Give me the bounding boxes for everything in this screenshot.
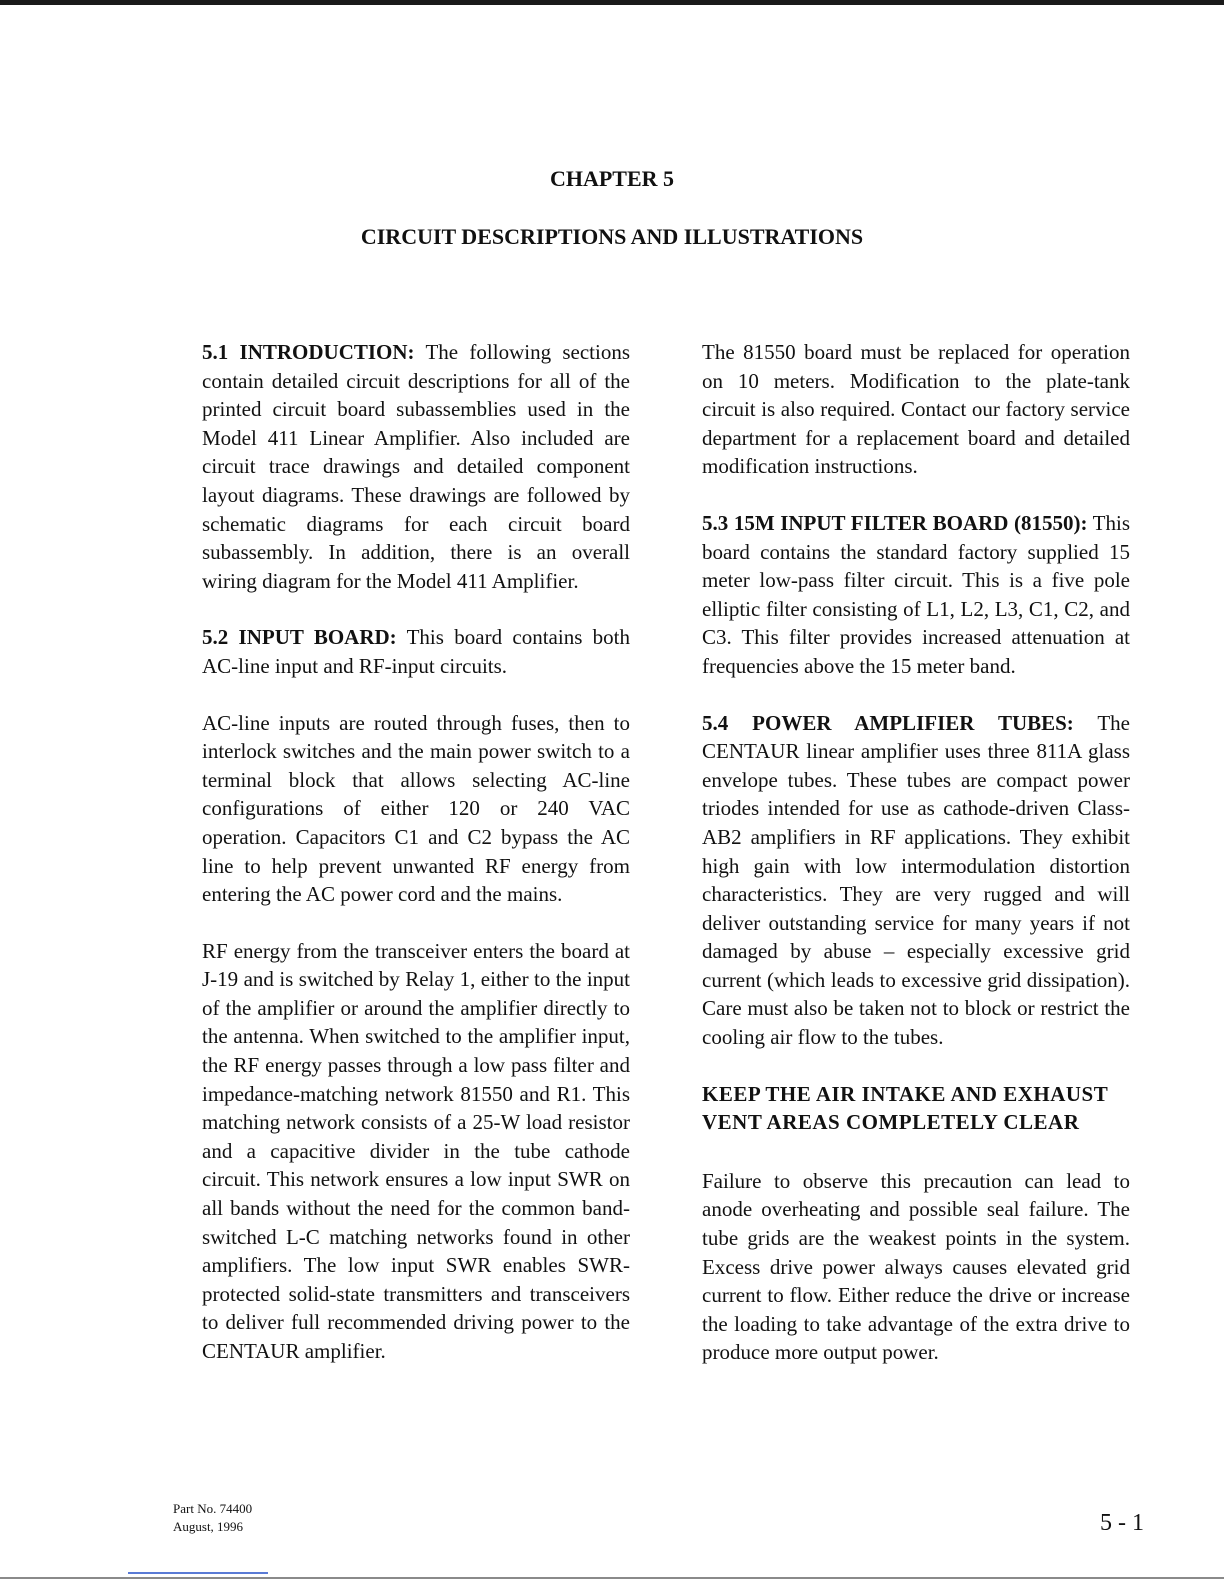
top-rule (0, 0, 1224, 5)
section-5-2 (202, 623, 630, 680)
chapter-number: CHAPTER 5 (549, 166, 675, 191)
section-5-2-para-3: RF energy from the transceiver enters the board at J-19 and is switched by Relay 1, either to the input of the amplifier or around the amplifier directly to the antenna. When switched to the amplifier input, the RF energy passes through a low pass filter and impedance-matching network 81550 and R1. This matching network consists of a 25-W load resistor and a capacitive divider in the tube cathode circuit. This network ensures a low input SWR on all bands without the need for the common band-switched L-C matching networks found in other amplifiers. The low input SWR enables SWR-protected solid-state transmitters and transceivers to deliver full recommended driving power to the CENTAUR amplifier. (202, 938, 630, 1363)
section-5-1 (202, 338, 630, 595)
footer-info (173, 1500, 252, 1536)
section-5-1-text: The following sections contain detailed circuit descriptions for all of the printed circuit board subassemblies used in the Model 411 Linear Amplifier. Also included are circuit trace drawings and detailed component layout diagrams. These drawings are followed by schematic diagrams for each circuit board subassembly. In addition, there is an overall wiring diagram for the Model 411 Amplifier. (202, 340, 631, 593)
section-5-3-text: This board contains the standard factory supplied 15 meter low-pass filter circuit. This is a five pole elliptic filter consisting of L1, L2, L3, C1, C2, and C3. This filter provides increased attenuation at frequencies above the 15 meter band. (702, 510, 1131, 678)
section-5-3 (702, 509, 1130, 681)
page-number: 5 - 1 (1100, 1510, 1144, 1536)
part-number: Part No. 74400 (173, 1501, 253, 1516)
right-intro-paragraph: The 81550 board must be replaced for operation on 10 meters. Modification to the plate-tank circuit is also required. Contact our factory service department for a replacement board and detailed modification instructions. (702, 340, 1130, 479)
bottom-rule (0, 1577, 1224, 1579)
chapter-title: CIRCUIT DESCRIPTIONS AND ILLUSTRATIONS (360, 224, 864, 249)
section-5-3-heading: 5.3 15M INPUT FILTER BOARD (81550): (702, 510, 1088, 535)
bottom-mark (128, 1572, 268, 1574)
section-5-2-heading: 5.2 INPUT BOARD: (202, 625, 397, 650)
publication-date: August, 1996 (173, 1519, 244, 1534)
section-5-4-heading: 5.4 POWER AMPLIFIER TUBES: (702, 710, 1074, 735)
right-column (702, 338, 1130, 1395)
left-column (202, 338, 630, 1394)
warning-notice: KEEP THE AIR INTAKE AND EXHAUST VENT AREAS COMPLETELY CLEAR (702, 1081, 1108, 1135)
section-5-4-text: The CENTAUR linear amplifier uses three 811A glass envelope tubes. These tubes are compact power triodes intended for use as cathode-driven Class-AB2 amplifiers in RF applications. They exhibit high gain with low intermodulation distortion characteristics. They are very rugged and will deliver outstanding service for many years if not damaged by abuse – especially excessive grid current (which leads to excessive grid dissipation). Care must also be taken not to block or restrict the cooling air flow to the tubes. (702, 710, 1130, 1050)
section-5-1-heading: 5.1 INTRODUCTION: (202, 340, 415, 364)
final-paragraph: Failure to observe this precaution can lead to anode overheating and possible seal failure. The tube grids are the weakest points in the system. Excess drive power always causes elevated grid current to flow. Either reduce the drive or increase the loading to take advantage of the extra drive to produce more output power. (702, 1168, 1130, 1365)
section-5-2-text: This board contains both AC-line input and RF-input circuits. (202, 625, 631, 678)
section-5-2-para-2: AC-line inputs are routed through fuses, then to interlock switches and the main power switch to a terminal block that allows selecting AC-line configurations of either 120 or 240 VAC operation. Capacitors C1 and C2 bypass the AC line to help prevent unwanted RF energy from entering the AC power cord and the mains. (202, 710, 630, 907)
section-5-4 (702, 709, 1130, 1052)
